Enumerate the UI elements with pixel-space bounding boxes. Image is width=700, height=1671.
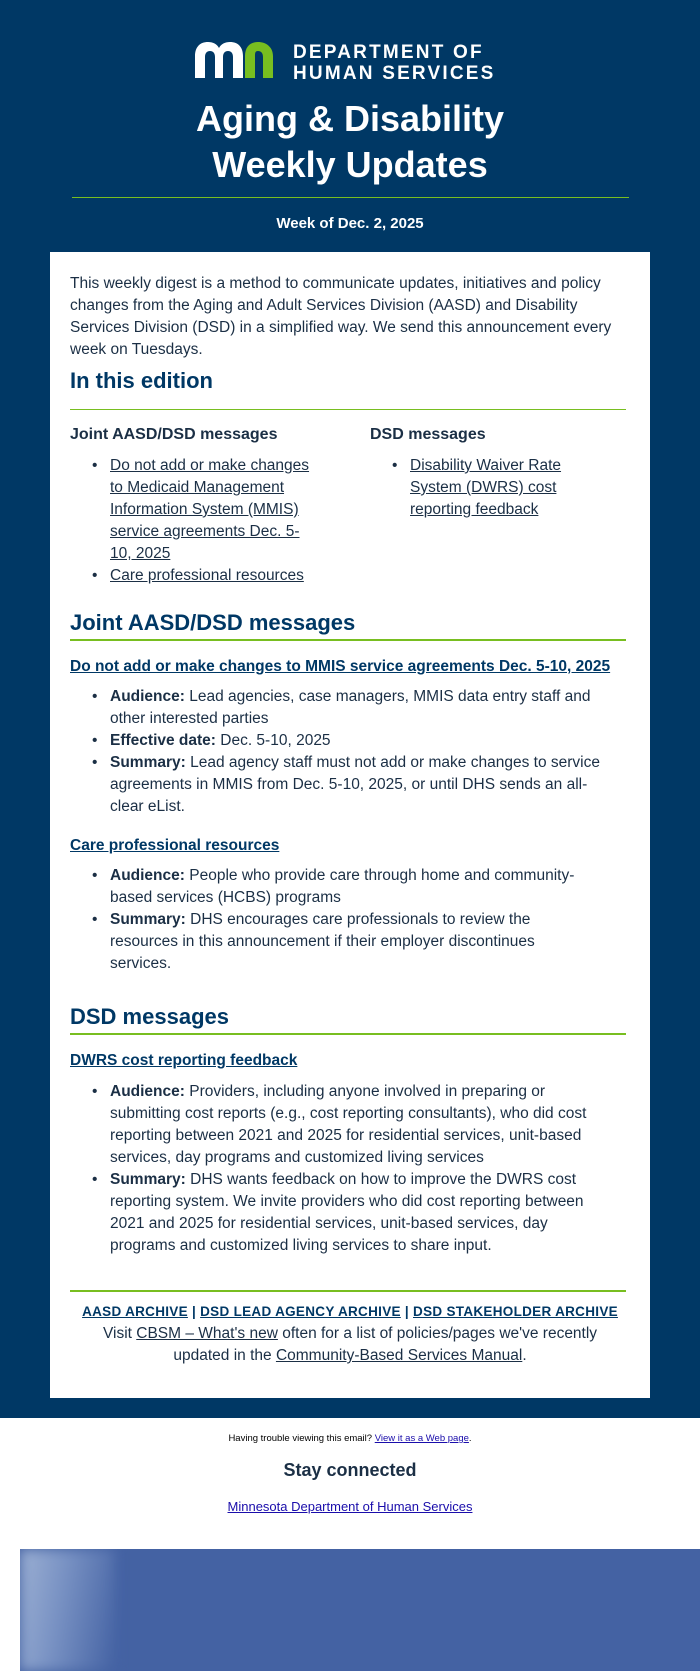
edition-link-dwrs[interactable]: Disability Waiver Rate System (DWRS) cost reporting feedback [410,457,562,518]
audience-text: Lead agencies, case managers, MMIS data entry staff and other interested parties [110,688,591,727]
summary-label: Summary: [110,911,186,928]
cbsm-note [100,1323,600,1367]
mn-dhs-link[interactable]: Minnesota Department of Human Services [227,1499,473,1514]
content-card [50,252,650,1398]
dsd-heading: DSD messages [70,1004,229,1029]
dsd-divider [70,1033,626,1035]
logo-text-line2: HUMAN SERVICES [293,63,496,84]
list-item [70,865,600,909]
list-item [70,1169,600,1257]
audience-label: Audience: [110,867,185,884]
mn-logo-icon [195,42,279,78]
dsd-lead-agency-archive-link[interactable]: DSD LEAD AGENCY ARCHIVE [200,1304,401,1319]
intro-paragraph: This weekly digest is a method to communicate updates, initiatives and policy changes from the Aging and Adult Services Division (AASD) and Disability Services Division (DSD) in a simplified way. We send this announcement every week on Tuesdays. [70,275,612,358]
visit-end: . [522,1347,527,1364]
list-item [70,752,600,818]
trouble-text: Having trouble viewing this email? [228,1433,375,1444]
summary-text: DHS encourages care professionals to review the resources in this announcement if their employer discontinues services. [110,911,535,972]
summary-label: Summary: [110,754,186,771]
edition-joint-list [70,455,310,587]
mn-dhs-link-wrap [0,1499,700,1514]
dwrs-article-title[interactable]: DWRS cost reporting feedback [70,1052,298,1069]
summary-label: Summary: [110,1171,186,1188]
week-label: Week of Dec. 2, 2025 [276,215,424,232]
mmis-article-list [70,686,600,818]
stay-connected-heading: Stay connected [283,1460,417,1480]
visit-mid: often for a list of policies/pages we've recently updated in the [173,1325,598,1364]
archive-links [0,1304,700,1319]
page-title-line1: Aging & Disability [195,98,505,139]
effective-label: Effective date: [110,732,216,749]
mmis-article-title[interactable]: Do not add or make changes to MMIS service agreements Dec. 5-10, 2025 [70,658,611,675]
list-item [70,1081,600,1169]
edition-joint-heading: Joint AASD/DSD messages [70,426,278,443]
edition-link-care[interactable]: Care professional resources [110,567,304,584]
care-article-title[interactable]: Care professional resources [70,837,280,854]
list-item [70,909,600,975]
joint-divider [70,639,626,641]
footer-divider [70,1290,626,1292]
visit-pre: Visit [102,1325,137,1342]
dsd-stakeholder-archive-link[interactable]: DSD STAKEHOLDER ARCHIVE [413,1304,618,1319]
effective-text: Dec. 5-10, 2025 [215,732,331,749]
footer-banner [20,1549,700,1671]
page-title-line2: Weekly Updates [212,144,488,185]
cbsm-whats-new-link[interactable]: CBSM – What's new [136,1325,278,1342]
banner-glow [20,1549,115,1671]
header-divider [72,197,629,198]
view-web-page-link[interactable]: View it as a Web page [374,1433,469,1444]
list-item [370,455,615,521]
archive-separator: | [191,1304,197,1319]
edition-heading: In this edition [70,368,213,393]
summary-text: Lead agency staff must not add or make changes to service agreements in MMIS from Dec. 5-10, 2025, or until DHS sends an all-clear eList. [110,754,600,815]
audience-label: Audience: [110,1083,185,1100]
edition-link-mmis[interactable]: Do not add or make changes to Medicaid Management Information System (MMIS) service agreements Dec. 5-10, 2025 [110,457,310,562]
dhs-logo [195,42,505,82]
list-item [70,565,310,587]
edition-dsd-list [370,455,615,521]
audience-label: Audience: [110,688,185,705]
list-item [70,730,600,752]
logo-text [293,42,496,84]
edition-divider [70,409,626,410]
edition-dsd-heading: DSD messages [370,426,486,443]
audience-text: People who provide care through home and community-based services (HCBS) programs [110,867,575,906]
summary-text: DHS wants feedback on how to improve the DWRS cost reporting system. We invite providers who did cost reporting between 2021 and 2025 for residential services, unit-based services, day programs and customized living services to share input. [110,1171,584,1254]
audience-text: Providers, including anyone involved in preparing or submitting cost reports (e.g., cost reporting consultants), who did cost reporting between 2021 and 2025 for residential services, unit-based services, day programs and customized living services [110,1083,587,1166]
list-item [70,686,600,730]
trouble-viewing [0,1433,700,1444]
trouble-end: . [468,1433,472,1444]
dwrs-article-list [70,1081,600,1257]
aasd-archive-link[interactable]: AASD ARCHIVE [82,1304,188,1319]
care-article-list [70,865,600,975]
list-item [70,455,310,565]
archive-separator: | [404,1304,409,1319]
joint-heading: Joint AASD/DSD messages [70,610,356,635]
logo-text-line1: DEPARTMENT OF [293,42,484,63]
cbsm-manual-link[interactable]: Community-Based Services Manual [275,1347,523,1364]
